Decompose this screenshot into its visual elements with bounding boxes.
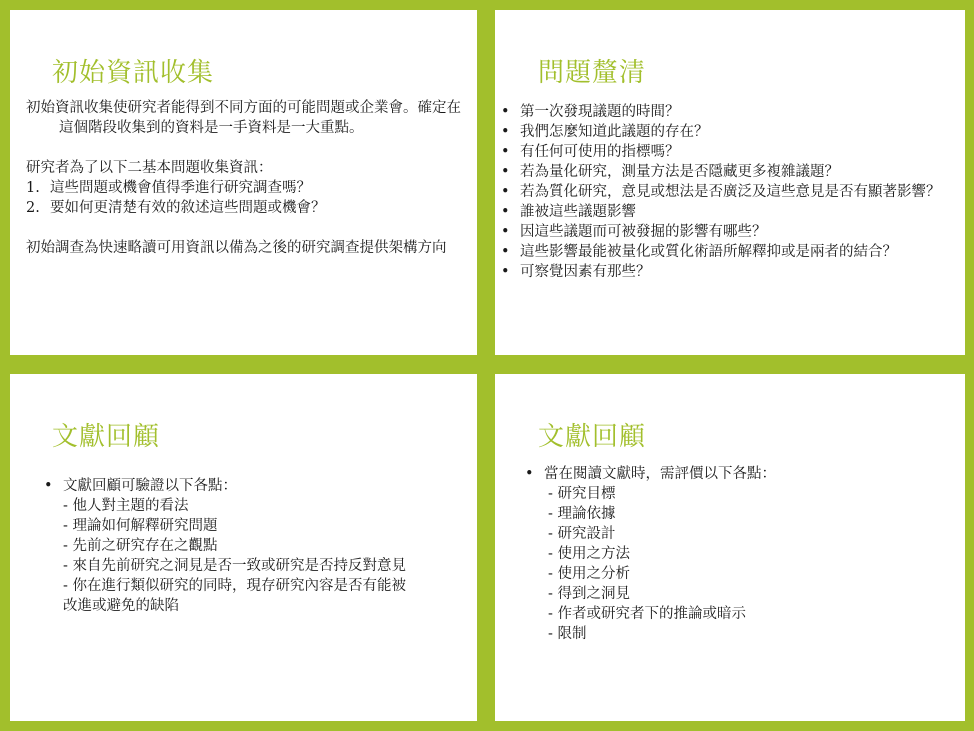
sub-item-continuation: 改進或避免的缺陷 <box>63 598 179 614</box>
bullet-icon: • <box>501 204 510 220</box>
slide-title: 文獻回顧 <box>52 422 161 452</box>
sub-item: - 使用之分析 <box>548 566 631 582</box>
paragraph: 初始資訊收集使研究者能得到不同方面的可能問題或企業會。確定在這個階段收集到的資料是一手資料是一大重點。 <box>26 100 461 136</box>
slide-title: 初始資訊收集 <box>52 58 215 88</box>
bullet-icon: • <box>501 104 510 120</box>
sub-item: - 來自先前研究之洞見是否一致或研究是否持反對意見 <box>63 558 407 574</box>
bullet-icon: • <box>501 144 510 160</box>
bullet-list <box>499 102 959 282</box>
paragraph: 初始調查為快速略讀可用資訊以備為之後的研究調查提供架構方向 <box>26 240 447 256</box>
list-lead: 當在閱讀文獻時，需評價以下各點： <box>544 466 776 482</box>
sub-item: - 你在進行類似研究的同時，現存研究內容是否有能被 <box>63 578 407 594</box>
list-item: • 誰被這些議題影響 <box>501 204 636 220</box>
list-item: • 有任何可使用的指標嗎？ <box>501 144 680 160</box>
list-item <box>523 464 953 484</box>
bullet-list <box>42 476 452 496</box>
list-item: • 若為質化研究，意見或想法是否廣泛及這些意見是否有顯著影響？ <box>501 184 941 200</box>
slide-body <box>42 476 452 616</box>
slide-literature-review-2 <box>495 374 965 721</box>
slide-title: 文獻回顧 <box>538 422 647 452</box>
list-item: 2. 要如何更清楚有效的敘述這些問題或機會？ <box>26 200 326 216</box>
list-item: • 第一次發現議題的時間？ <box>501 104 680 120</box>
list-item: • 這些影響最能被量化或質化術語所解釋抑或是兩者的結合？ <box>501 244 897 260</box>
bullet-icon: • <box>501 124 510 140</box>
list-item: • 我們怎麼知道此議題的存在？ <box>501 124 709 140</box>
bullet-icon: • <box>501 224 510 240</box>
sub-item: - 作者或研究者下的推論或暗示 <box>548 606 747 622</box>
sub-item: - 他人對主題的看法 <box>63 498 189 514</box>
sub-item: - 使用之方法 <box>548 546 631 562</box>
sub-item: - 理論如何解釋研究問題 <box>63 518 218 534</box>
sub-item: - 限制 <box>548 626 587 642</box>
sub-item: - 理論依據 <box>548 506 616 522</box>
list-item: • 可察覺因素有那些？ <box>501 264 651 280</box>
bullet-icon: • <box>501 264 510 280</box>
bullet-icon: • <box>501 164 510 180</box>
list-item: • 若為量化研究，測量方法是否隱藏更多複雜議題？ <box>501 164 839 180</box>
list-lead: 文獻回顧可驗證以下各點： <box>63 478 237 494</box>
slide-body <box>523 464 953 644</box>
slide-body <box>499 102 959 282</box>
list-item <box>42 476 452 496</box>
bullet-icon: • <box>525 466 534 482</box>
paragraph: 研究者為了以下二基本問題收集資訊： <box>26 160 273 176</box>
bullet-icon: • <box>501 244 510 260</box>
list-item: • 因這些議題而可被發掘的影響有哪些？ <box>501 224 767 240</box>
bullet-list <box>523 464 953 484</box>
slide-literature-review-1 <box>10 374 477 721</box>
sub-item: - 先前之研究存在之觀點 <box>63 538 218 554</box>
slide-body <box>26 98 466 258</box>
slide-problem-clarification <box>495 10 965 355</box>
list-item: 1. 這些問題或機會值得季進行研究調查嗎？ <box>26 180 311 196</box>
bullet-icon: • <box>44 478 53 494</box>
sub-item: - 研究設計 <box>548 526 616 542</box>
numbered-list <box>26 178 466 218</box>
bullet-icon: • <box>501 184 510 200</box>
sub-item: - 研究目標 <box>548 486 616 502</box>
slide-initial-info <box>10 10 477 355</box>
slide-title: 問題釐清 <box>538 58 647 88</box>
sub-item: - 得到之洞見 <box>548 586 631 602</box>
